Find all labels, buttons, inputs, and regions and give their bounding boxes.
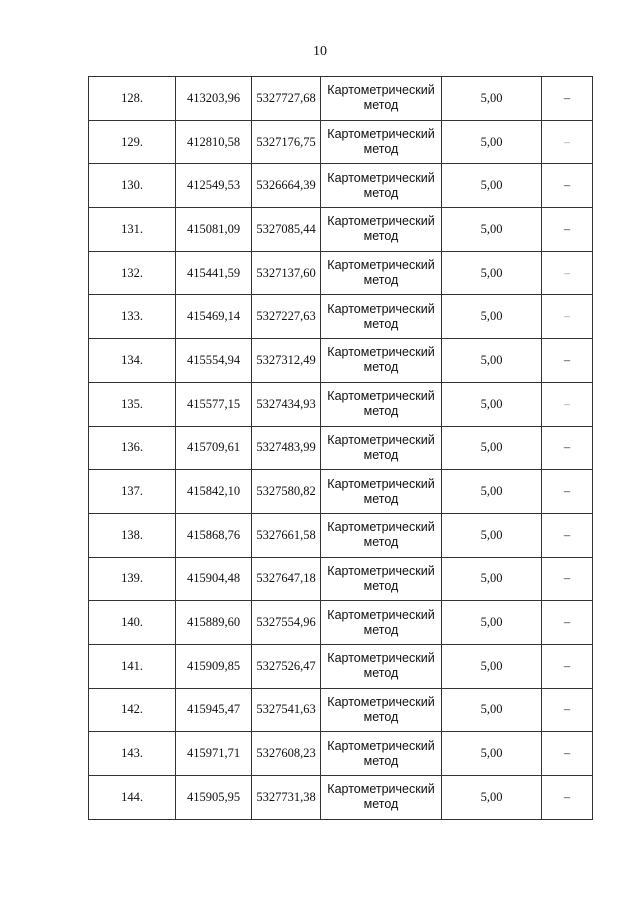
method-line-2: метод [363, 491, 399, 506]
y-coordinate-cell: 5327312,49 [252, 339, 321, 383]
method-line-2: метод [363, 142, 399, 157]
accuracy-cell: 5,00 [442, 470, 542, 514]
table-row [89, 688, 593, 732]
y-coordinate-cell: 5327434,93 [252, 382, 321, 426]
table-row [89, 164, 593, 208]
table-row [89, 426, 593, 470]
x-coordinate-cell: 415971,71 [176, 732, 252, 776]
note-cell: – [542, 426, 593, 470]
accuracy-cell: 5,00 [442, 776, 542, 820]
y-coordinate-cell: 5327661,58 [252, 513, 321, 557]
method-line-1: Картометрический [327, 258, 435, 273]
method-line-1: Картометрический [327, 694, 435, 709]
method-cell [321, 120, 442, 164]
x-coordinate-cell: 415909,85 [176, 644, 252, 688]
coordinates-table [88, 76, 593, 820]
method-line-2: метод [363, 360, 399, 375]
point-number-cell: 132. [89, 251, 176, 295]
point-number-cell: 135. [89, 382, 176, 426]
x-coordinate-cell: 415889,60 [176, 601, 252, 645]
method-cell [321, 601, 442, 645]
page-number: 10 [313, 44, 327, 59]
accuracy-cell: 5,00 [442, 251, 542, 295]
y-coordinate-cell: 5327727,68 [252, 77, 321, 121]
note-cell: – [542, 513, 593, 557]
accuracy-cell: 5,00 [442, 164, 542, 208]
point-number-cell: 134. [89, 339, 176, 383]
method-line-1: Картометрический [327, 389, 435, 404]
table-row [89, 120, 593, 164]
accuracy-cell: 5,00 [442, 120, 542, 164]
point-number-cell: 142. [89, 688, 176, 732]
x-coordinate-cell: 415577,15 [176, 382, 252, 426]
method-cell [321, 426, 442, 470]
method-line-1: Картометрический [327, 127, 435, 142]
y-coordinate-cell: 5327227,63 [252, 295, 321, 339]
method-line-2: метод [363, 98, 399, 113]
y-coordinate-cell: 5326664,39 [252, 164, 321, 208]
method-line-2: метод [363, 666, 399, 681]
table-row [89, 513, 593, 557]
method-cell [321, 470, 442, 514]
method-cell [321, 557, 442, 601]
y-coordinate-cell: 5327541,63 [252, 688, 321, 732]
point-number-cell: 130. [89, 164, 176, 208]
method-line-2: метод [363, 578, 399, 593]
y-coordinate-cell: 5327526,47 [252, 644, 321, 688]
table-row [89, 470, 593, 514]
accuracy-cell: 5,00 [442, 339, 542, 383]
method-cell [321, 295, 442, 339]
x-coordinate-cell: 415905,95 [176, 776, 252, 820]
note-cell: – [542, 601, 593, 645]
table-row [89, 77, 593, 121]
y-coordinate-cell: 5327580,82 [252, 470, 321, 514]
table-body [89, 77, 593, 820]
note-cell: – [542, 120, 593, 164]
method-line-2: метод [363, 535, 399, 550]
note-cell: – [542, 557, 593, 601]
method-line-1: Картометрический [327, 607, 435, 622]
method-line-1: Картометрический [327, 476, 435, 491]
point-number-cell: 133. [89, 295, 176, 339]
y-coordinate-cell: 5327085,44 [252, 208, 321, 252]
note-cell: – [542, 732, 593, 776]
method-line-2: метод [363, 404, 399, 419]
accuracy-cell: 5,00 [442, 601, 542, 645]
table-row [89, 382, 593, 426]
method-line-2: метод [363, 229, 399, 244]
method-line-2: метод [363, 316, 399, 331]
method-line-2: метод [363, 273, 399, 288]
table-row [89, 644, 593, 688]
point-number-cell: 140. [89, 601, 176, 645]
method-line-2: метод [363, 797, 399, 812]
point-number-cell: 144. [89, 776, 176, 820]
note-cell: – [542, 164, 593, 208]
x-coordinate-cell: 415868,76 [176, 513, 252, 557]
y-coordinate-cell: 5327647,18 [252, 557, 321, 601]
x-coordinate-cell: 415081,09 [176, 208, 252, 252]
method-line-1: Картометрический [327, 83, 435, 98]
y-coordinate-cell: 5327483,99 [252, 426, 321, 470]
x-coordinate-cell: 415842,10 [176, 470, 252, 514]
method-cell [321, 513, 442, 557]
accuracy-cell: 5,00 [442, 208, 542, 252]
table-row [89, 776, 593, 820]
point-number-cell: 141. [89, 644, 176, 688]
x-coordinate-cell: 415945,47 [176, 688, 252, 732]
method-cell [321, 339, 442, 383]
table-row [89, 208, 593, 252]
method-cell [321, 382, 442, 426]
x-coordinate-cell: 413203,96 [176, 77, 252, 121]
table-row [89, 295, 593, 339]
method-line-1: Картометрический [327, 301, 435, 316]
method-cell [321, 644, 442, 688]
y-coordinate-cell: 5327608,23 [252, 732, 321, 776]
method-cell [321, 77, 442, 121]
method-line-2: метод [363, 753, 399, 768]
method-line-1: Картометрический [327, 738, 435, 753]
method-line-2: метод [363, 185, 399, 200]
point-number-cell: 139. [89, 557, 176, 601]
method-line-1: Картометрический [327, 432, 435, 447]
method-line-2: метод [363, 447, 399, 462]
point-number-cell: 136. [89, 426, 176, 470]
accuracy-cell: 5,00 [442, 426, 542, 470]
method-line-1: Картометрический [327, 170, 435, 185]
x-coordinate-cell: 415554,94 [176, 339, 252, 383]
method-line-1: Картометрический [327, 651, 435, 666]
point-number-cell: 137. [89, 470, 176, 514]
table-row [89, 251, 593, 295]
point-number-cell: 138. [89, 513, 176, 557]
table-row [89, 339, 593, 383]
y-coordinate-cell: 5327554,96 [252, 601, 321, 645]
point-number-cell: 143. [89, 732, 176, 776]
note-cell: – [542, 644, 593, 688]
method-cell [321, 164, 442, 208]
accuracy-cell: 5,00 [442, 295, 542, 339]
table-row [89, 557, 593, 601]
method-cell [321, 732, 442, 776]
note-cell: – [542, 208, 593, 252]
accuracy-cell: 5,00 [442, 688, 542, 732]
note-cell: – [542, 776, 593, 820]
note-cell: – [542, 470, 593, 514]
y-coordinate-cell: 5327731,38 [252, 776, 321, 820]
method-line-1: Картометрический [327, 520, 435, 535]
point-number-cell: 129. [89, 120, 176, 164]
y-coordinate-cell: 5327176,75 [252, 120, 321, 164]
x-coordinate-cell: 412549,53 [176, 164, 252, 208]
method-line-1: Картометрический [327, 345, 435, 360]
note-cell: – [542, 339, 593, 383]
note-cell: – [542, 251, 593, 295]
table-row [89, 732, 593, 776]
method-cell [321, 251, 442, 295]
note-cell: – [542, 688, 593, 732]
accuracy-cell: 5,00 [442, 644, 542, 688]
accuracy-cell: 5,00 [442, 513, 542, 557]
point-number-cell: 131. [89, 208, 176, 252]
note-cell: – [542, 295, 593, 339]
method-cell [321, 776, 442, 820]
method-cell [321, 688, 442, 732]
method-line-2: метод [363, 622, 399, 637]
x-coordinate-cell: 412810,58 [176, 120, 252, 164]
x-coordinate-cell: 415469,14 [176, 295, 252, 339]
accuracy-cell: 5,00 [442, 77, 542, 121]
point-number-cell: 128. [89, 77, 176, 121]
x-coordinate-cell: 415441,59 [176, 251, 252, 295]
note-cell: – [542, 77, 593, 121]
x-coordinate-cell: 415904,48 [176, 557, 252, 601]
accuracy-cell: 5,00 [442, 732, 542, 776]
note-cell: – [542, 382, 593, 426]
method-line-1: Картометрический [327, 563, 435, 578]
method-line-1: Картометрический [327, 782, 435, 797]
accuracy-cell: 5,00 [442, 382, 542, 426]
table-row [89, 601, 593, 645]
y-coordinate-cell: 5327137,60 [252, 251, 321, 295]
accuracy-cell: 5,00 [442, 557, 542, 601]
method-line-2: метод [363, 709, 399, 724]
x-coordinate-cell: 415709,61 [176, 426, 252, 470]
method-line-1: Картометрический [327, 214, 435, 229]
method-cell [321, 208, 442, 252]
